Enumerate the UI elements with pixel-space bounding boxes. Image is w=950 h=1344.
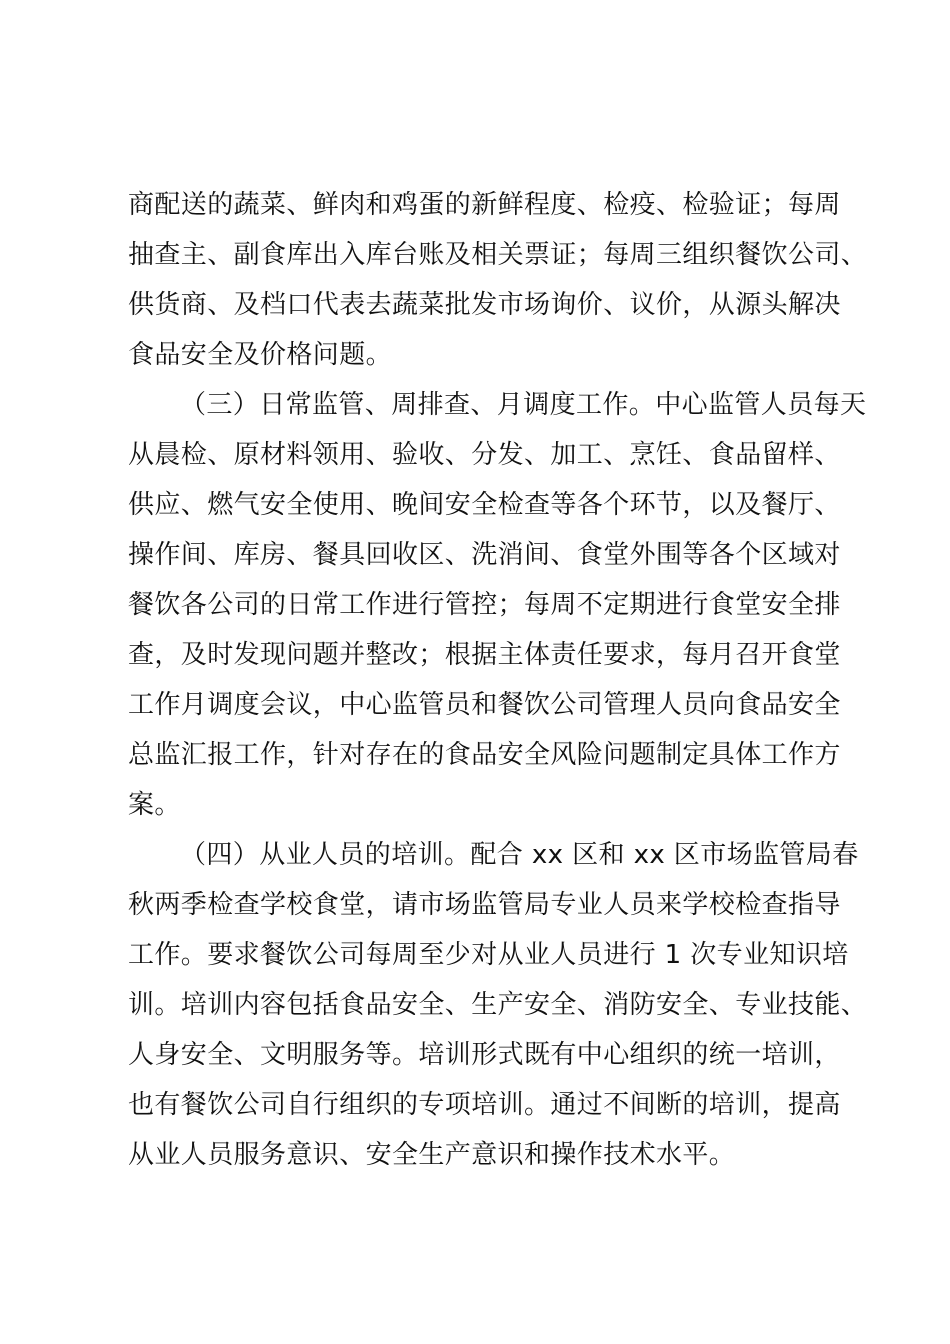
text-line: 从晨检、原材料领用、验收、分发、加工、烹饪、食品留样、 xyxy=(128,440,841,470)
text-line: 供货商、及档口代表去蔬菜批发市场询价、议价，从源头解决 xyxy=(128,290,841,320)
text-line: 商配送的蔬菜、鲜肉和鸡蛋的新鲜程度、检疫、检验证；每周 xyxy=(128,190,841,220)
document-body xyxy=(128,180,868,1180)
text-line: 操作间、库房、餐具回收区、洗消间、食堂外围等各个区域对 xyxy=(128,540,841,570)
text-line: 工作。要求餐饮公司每周至少对从业人员进行 1 次专业知识培 xyxy=(128,940,849,970)
text-line: 训。培训内容包括食品安全、生产安全、消防安全、专业技能、 xyxy=(128,990,868,1020)
text-line: 供应、燃气安全使用、晚间安全检查等各个环节，以及餐厅、 xyxy=(128,490,841,520)
section-heading-line: （三）日常监管、周排查、月调度工作。中心监管人员每天 xyxy=(180,390,867,420)
text-line: 查，及时发现问题并整改；根据主体责任要求，每月召开食堂 xyxy=(128,640,841,670)
text-line: 案。 xyxy=(128,790,181,820)
text-line: 抽查主、副食库出入库台账及相关票证；每周三组织餐饮公司、 xyxy=(128,240,868,270)
text-line: 秋两季检查学校食堂，请市场监管局专业人员来学校检查指导 xyxy=(128,890,841,920)
paragraph-section-3 xyxy=(128,380,867,830)
text-line: 食品安全及价格问题。 xyxy=(128,340,393,370)
text-line: 餐饮各公司的日常工作进行管控；每周不定期进行食堂安全排 xyxy=(128,590,841,620)
text-line: 工作月调度会议，中心监管员和餐饮公司管理人员向食品安全 xyxy=(128,690,841,720)
text-line: 人身安全、文明服务等。培训形式既有中心组织的统一培训， xyxy=(128,1040,841,1070)
paragraph-continuation xyxy=(128,180,868,380)
paragraph-section-4 xyxy=(128,830,868,1180)
section-heading-line: （四）从业人员的培训。配合 xx 区和 xx 区市场监管局春 xyxy=(180,840,859,870)
text-line: 也有餐饮公司自行组织的专项培训。通过不间断的培训，提高 xyxy=(128,1090,841,1120)
text-line: 从业人员服务意识、安全生产意识和操作技术水平。 xyxy=(128,1140,736,1170)
text-line: 总监汇报工作，针对存在的食品安全风险问题制定具体工作方 xyxy=(128,740,841,770)
